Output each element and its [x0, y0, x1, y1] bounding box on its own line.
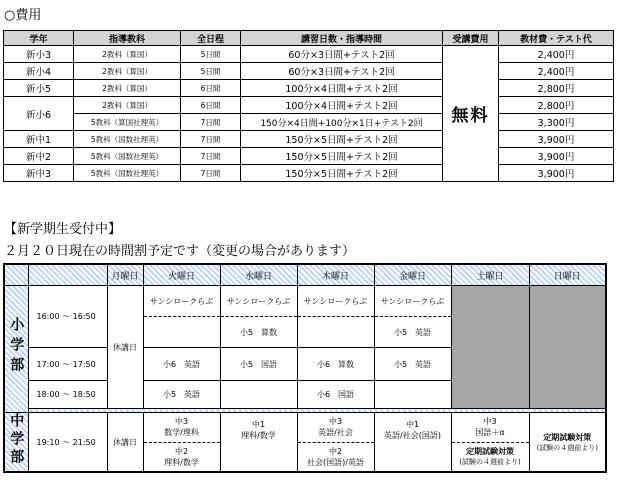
table-row [4, 80, 614, 97]
schedule-heading: ２月２０日現在の時間割予定です（変更の場合があります） [4, 244, 356, 259]
fees-heading: ○費用 [4, 8, 42, 23]
material-cell: 3,300円 [499, 114, 614, 131]
time-slot: 17:00 ～ 17:50 [28, 348, 107, 381]
time-header-cell [28, 264, 107, 286]
time-slot: 19:10 ～ 21:50 [28, 413, 107, 473]
hours-cell: 100分×4日間+テスト2回 [241, 80, 443, 97]
class-line: 中2 [174, 446, 189, 456]
class-cell [451, 413, 529, 443]
class-cell: サンシロークらぶ [297, 286, 374, 317]
class-cell: 小6 算数 [297, 348, 374, 381]
fees-header-row [4, 31, 614, 46]
table-row [4, 63, 614, 80]
class-cell [143, 317, 220, 348]
class-cell [220, 413, 297, 473]
subject-cell: 2教科（算国） [74, 80, 181, 97]
class-line: 中2 [328, 446, 343, 456]
class-cell [529, 413, 606, 473]
days-cell: 6日間 [181, 80, 241, 97]
class-cell [297, 442, 374, 472]
class-cell [374, 381, 451, 409]
class-line: (試験の４週前より) [536, 443, 598, 452]
class-cell [297, 413, 374, 443]
corner-cell [4, 264, 28, 286]
monday-closed-cell: 休講日 [107, 413, 143, 473]
class-cell [220, 381, 297, 409]
class-cell: サンシロークらぶ [143, 286, 220, 317]
material-cell: 3,900円 [499, 165, 614, 182]
fees-col-header: 受講費用 [443, 31, 499, 46]
monday-closed-cell: 休講日 [107, 286, 143, 409]
days-cell: 6日間 [181, 97, 241, 114]
reception-heading: 【新学期生受付中】 [4, 222, 122, 237]
class-cell: 小6 英語 [143, 348, 220, 381]
hours-cell: 150分×5日間+テスト2回 [241, 165, 443, 182]
table-row [4, 165, 614, 182]
time-slot: 18:00 ～ 18:50 [28, 381, 107, 409]
class-line: 定期試験対策 [543, 432, 592, 442]
table-row [4, 97, 614, 114]
hours-cell: 100分×4日間+テスト2回 [241, 97, 443, 114]
grade-cell: 新中3 [4, 165, 74, 182]
subject-cell: 5教科（国数社理英） [74, 165, 181, 182]
day-header: 月曜日 [107, 264, 143, 286]
subject-cell: 5教科（国数社理英） [74, 131, 181, 148]
day-header: 水曜日 [220, 264, 297, 286]
days-cell: 5日間 [181, 46, 241, 63]
grade-cell: 新小4 [4, 63, 74, 80]
class-line: 理科/数学 [241, 431, 276, 440]
schedule-header-row [4, 264, 606, 286]
days-cell: 7日間 [181, 148, 241, 165]
tuition-free-cell: 無料 [443, 46, 499, 182]
hours-cell: 60分×3日間+テスト2回 [241, 63, 443, 80]
material-cell: 2,400円 [499, 46, 614, 63]
table-row [4, 286, 606, 317]
fees-col-header: 教材費・テスト代 [499, 31, 614, 46]
table-row [4, 131, 614, 148]
class-cell [374, 413, 451, 473]
fees-table [3, 30, 614, 182]
class-cell: 小5 国語 [220, 348, 297, 381]
elementary-dept-text: 小学部 [8, 317, 25, 377]
grade-cell: 新中1 [4, 131, 74, 148]
grade-cell: 新小3 [4, 46, 74, 63]
saturday-empty-cell [451, 286, 529, 409]
time-slot: 16:00 ～ 16:50 [28, 286, 107, 348]
schedule-table [3, 263, 607, 473]
material-cell: 2,800円 [499, 80, 614, 97]
class-line: 英語/社会 [318, 428, 353, 438]
subject-cell: 5教科（国数社理英） [74, 148, 181, 165]
fees-col-header: 講習日数・指導時間 [241, 31, 443, 46]
day-header: 日曜日 [529, 264, 606, 286]
class-cell [451, 442, 529, 472]
class-cell: サンシロークらぶ [220, 286, 297, 317]
subject-cell: 2教科（算国） [74, 63, 181, 80]
days-cell: 7日間 [181, 165, 241, 182]
class-cell [143, 442, 220, 472]
class-cell [297, 317, 374, 348]
class-line: 理科/数学 [164, 457, 199, 467]
material-cell: 3,900円 [499, 131, 614, 148]
sunday-empty-cell [529, 286, 606, 409]
class-cell: 小5 英語 [143, 381, 220, 409]
class-line: 中3 [483, 417, 497, 427]
class-cell: 小5 英語 [374, 348, 451, 381]
subject-cell: 2教科（算国） [74, 46, 181, 63]
jhs-dept-label [4, 413, 28, 473]
class-line: 数学/理科 [164, 428, 199, 438]
class-cell [143, 413, 220, 443]
days-cell: 7日間 [181, 131, 241, 148]
subject-cell: 2教科（算国） [74, 97, 181, 114]
material-cell: 2,400円 [499, 63, 614, 80]
hours-cell: 150分×5日間+テスト2回 [241, 148, 443, 165]
class-line: 中3 [174, 417, 189, 427]
class-cell: サンシロークらぶ [374, 286, 451, 317]
material-cell: 3,900円 [499, 148, 614, 165]
material-cell: 2,800円 [499, 97, 614, 114]
table-row [4, 148, 614, 165]
days-cell: 7日間 [181, 114, 241, 131]
class-line: 中3 [328, 417, 343, 427]
class-line: 社会(国語)/英語 [307, 457, 364, 467]
elementary-dept-label [4, 286, 28, 413]
class-line: 英語/社会(国語) [384, 431, 441, 440]
class-line: 定期試験対策 [466, 447, 514, 457]
class-cell: 小6 国語 [297, 381, 374, 409]
day-header: 金曜日 [374, 264, 451, 286]
grade-cell: 新小5 [4, 80, 74, 97]
fees-col-header: 学年 [4, 31, 74, 46]
table-row [4, 114, 614, 131]
class-line: 国語＋α [475, 428, 505, 438]
class-line: (試験の４週前より) [459, 458, 521, 467]
subject-cell: 5教科（算国社理英） [74, 114, 181, 131]
hours-cell: 60分×3日間+テスト2回 [241, 46, 443, 63]
day-header: 火曜日 [143, 264, 220, 286]
class-cell: 小5 英語 [374, 317, 451, 348]
table-row [4, 46, 614, 63]
fees-col-header: 全日程 [181, 31, 241, 46]
days-cell: 5日間 [181, 63, 241, 80]
class-line: 中1 [251, 420, 266, 429]
class-cell: 小5 算数 [220, 317, 297, 348]
day-header: 木曜日 [297, 264, 374, 286]
fees-col-header: 指導教科 [74, 31, 181, 46]
class-line: 中1 [405, 420, 420, 429]
table-row [4, 413, 606, 443]
hours-cell: 150分×5日間+テスト2回 [241, 131, 443, 148]
hours-cell: 150分×4日間+100分×1日+テスト2回 [241, 114, 443, 131]
grade-cell: 新小6 [4, 97, 74, 131]
grade-cell: 新中2 [4, 148, 74, 165]
day-header: 土曜日 [451, 264, 529, 286]
jhs-dept-text: 中学部 [8, 413, 25, 467]
